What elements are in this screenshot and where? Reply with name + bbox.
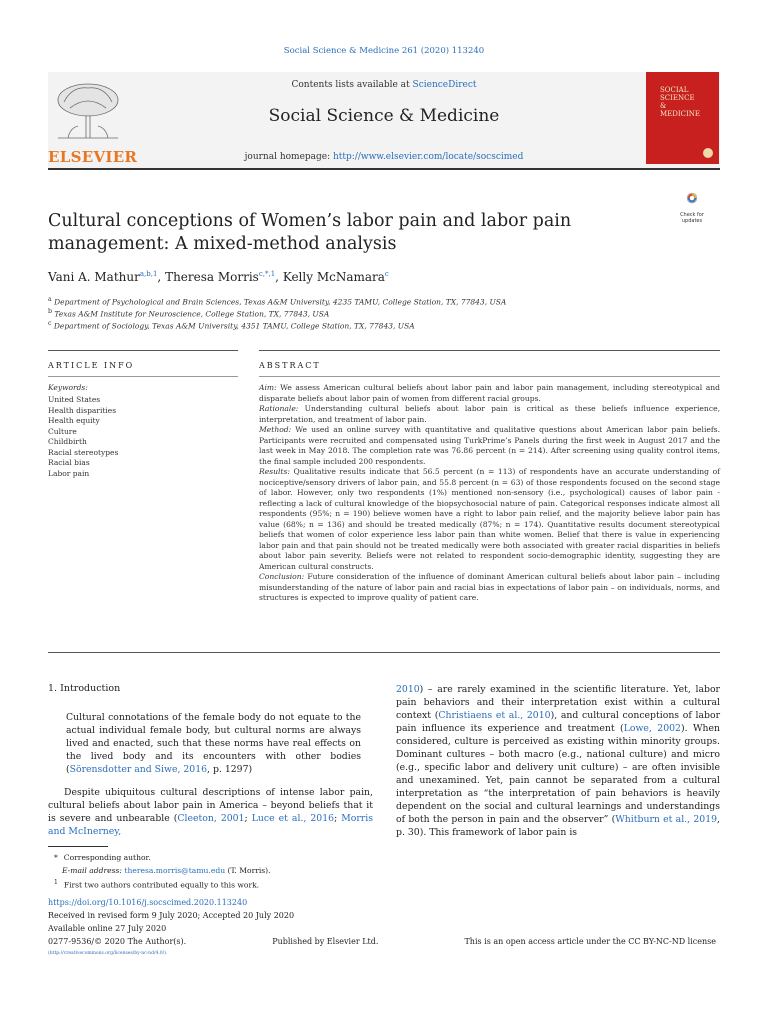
footnote-equal-contribution: $^1$ First two authors contributed equally to this work. bbox=[54, 879, 260, 890]
keyword: Childbirth bbox=[48, 437, 87, 446]
paragraph-text: ; bbox=[334, 813, 342, 824]
keyword: Racial bias bbox=[48, 458, 90, 467]
cover-emblem bbox=[703, 148, 713, 158]
email-label: E-mail address: bbox=[62, 866, 122, 875]
email-link[interactable]: theresa.morris@tamu.edu bbox=[124, 866, 226, 875]
abstract-text: Future consideration of the influence of dominant American cultural beliefs about labor pain – including misunderstanding of the nature of labor pain and racial bias in expectations of labor pain – on individuals, norms, and structures is expected to improve quality of patient care. bbox=[259, 572, 720, 602]
body-paragraph bbox=[396, 683, 720, 839]
abstract-label: Method: bbox=[259, 425, 292, 434]
received-dates: Received in revised form 9 July 2020; Accepted 20 July 2020 bbox=[48, 911, 295, 920]
divider bbox=[48, 652, 720, 653]
affiliation-text: Texas A&M Institute for Neuroscience, College Station, TX, 77843, USA bbox=[54, 309, 330, 319]
paragraph-text: ; bbox=[244, 813, 252, 824]
citation-link[interactable]: Christiaens et al., 2010 bbox=[438, 710, 551, 721]
article-info-heading: ARTICLE INFO bbox=[48, 361, 135, 370]
license-text: Published by Elsevier Ltd. bbox=[272, 937, 379, 946]
divider bbox=[259, 350, 720, 351]
author-list bbox=[48, 270, 389, 284]
abstract-text: We used an online survey with quantitative and qualitative questions about American labor pain beliefs. Participants were recruited and compensated using TurkPrime’s Panels during the first week in August 2017 and the last week in May 2018. The completion rate was 76.86 percent (n = 214). After screening using quality control items, the final sample included 200 respondents. bbox=[259, 425, 720, 466]
body-paragraph bbox=[48, 786, 373, 838]
homepage-label: journal homepage: bbox=[244, 152, 334, 162]
author-marks[interactable]: c bbox=[384, 270, 389, 278]
footnote-text: Corresponding author. bbox=[63, 853, 151, 862]
abstract-aim bbox=[259, 383, 720, 404]
author-name[interactable]: Theresa Morris bbox=[165, 270, 259, 284]
license-text: 0277-9536/© 2020 The Author(s). bbox=[48, 937, 187, 946]
doi-link[interactable]: https://doi.org/10.1016/j.socscimed.2020.113240 bbox=[48, 898, 248, 907]
paragraph-text: , p. 1297) bbox=[207, 764, 253, 775]
affiliation-mark: c bbox=[48, 320, 52, 327]
author-separator: , bbox=[275, 270, 283, 284]
affiliation-mark: a bbox=[48, 296, 52, 303]
affiliation bbox=[48, 296, 506, 307]
paragraph-text: ), and cultural conceptions of labor pain influence its experience and treatment ( bbox=[396, 710, 721, 734]
abstract-text: Qualitative results indicate that 56.5 percent (n = 113) of respondents have an accurate understanding of nociceptive/sensory drivers of labor pain, and 55.8 percent (n = 63) of those respondents focused on the second stage of labor. However, only two respondents (1%) mentioned non-sensory (i.e., psychological) causes of labor pain - reflecting a lack of cultural knowledge of the biopsychosocial nature of pain. Categorical responses indicate almost all respondents (95%; n = 190) believe women have a right to labor pain relief, and the majority believe labor pain has value (68%; n = 136) and should be treated medically (87%; n = 174). Quantitative results document stereotypical beliefs that women of color experience less labor pain than white women. Belief that there is value in experiencing labor pain and that pain should not be treated medically were both associated with greater racial disparities in beliefs about labor pain severity. Beliefs were not related to respondent socio-demographic identity, suggesting they are American cultural constructs. bbox=[259, 467, 720, 571]
footnote-text: First two authors contributed equally to this work. bbox=[63, 880, 260, 890]
citation-link[interactable]: Morris and McInerney, bbox=[48, 813, 373, 837]
keyword: Labor pain bbox=[48, 468, 90, 478]
paragraph-text: Cultural connotations of the female body do not equate to the actual individual female body, but cultural norms are always lived and enacted, such that these norms have real effects on the lived body and its encounters with other bodies ( bbox=[66, 712, 361, 775]
footnote-text: (T. Morris). bbox=[225, 866, 271, 875]
citation-link[interactable]: Whitburn et al., 2019 bbox=[615, 814, 718, 825]
citation-link[interactable]: Luce et al., 2016 bbox=[251, 813, 335, 824]
abstract-label: Conclusion: bbox=[259, 572, 305, 581]
cover-line: SCIENCE bbox=[660, 94, 695, 102]
epigraph-paragraph bbox=[48, 711, 373, 776]
divider bbox=[48, 376, 238, 377]
abstract-heading: ABSTRACT bbox=[259, 361, 321, 370]
keywords-list bbox=[48, 395, 118, 479]
sciencedirect-link[interactable]: ScienceDirect bbox=[412, 80, 477, 90]
footnote-divider bbox=[48, 846, 108, 847]
citation-link[interactable]: Cleeton, 2001 bbox=[177, 813, 245, 824]
paragraph-text: ) – are rarely examined in the scientific literature. Yet, labor pain behaviors and their interpretation exist within a cultural context ( bbox=[396, 684, 720, 721]
footnote-corresponding: * Corresponding author. bbox=[54, 853, 151, 862]
citation-link[interactable]: Sörensdotter and Siwe, 2016 bbox=[69, 764, 208, 775]
check-for-updates-icon[interactable] bbox=[674, 192, 710, 214]
section-heading-introduction: 1. Introduction bbox=[48, 683, 121, 694]
body-right-column bbox=[396, 683, 720, 839]
abstract-label: Aim: bbox=[259, 383, 277, 392]
author-marks[interactable]: a,b,1 bbox=[139, 270, 158, 278]
body-left-column bbox=[48, 711, 373, 838]
running-header[interactable]: Social Science & Medicine 261 (2020) 113240 bbox=[283, 46, 485, 56]
abstract-results bbox=[259, 467, 720, 572]
license-url-link[interactable]: (http://creativecommons.org/licenses/by-nc-nd/4.0/). bbox=[48, 951, 168, 956]
paragraph-text: , p. 30). This framework of labor pain is bbox=[396, 814, 720, 838]
abstract-text: Understanding cultural beliefs about labor pain is critical as these beliefs influence experience, interpretation, and treatment of labor pain. bbox=[259, 404, 720, 424]
cover-title bbox=[660, 86, 700, 118]
contents-prefix: Contents lists available at bbox=[291, 80, 413, 90]
author-separator: , bbox=[157, 270, 166, 284]
footnote-email bbox=[62, 866, 271, 875]
author-marks[interactable]: c,*,1 bbox=[258, 270, 276, 278]
abstract-rationale bbox=[259, 404, 720, 425]
publisher-logo-text: ELSEVIER bbox=[48, 148, 138, 166]
keyword: Health equity bbox=[48, 416, 100, 425]
available-online: Available online 27 July 2020 bbox=[48, 924, 167, 933]
journal-cover-image bbox=[646, 72, 719, 164]
keyword: Culture bbox=[48, 426, 77, 436]
affiliation-text: Department of Sociology, Texas A&M University, 4351 TAMU, College Station, TX, 77843, USA bbox=[53, 321, 415, 331]
cover-line: MEDICINE bbox=[660, 110, 701, 118]
license-line bbox=[48, 937, 716, 946]
homepage-link[interactable]: http://www.elsevier.com/locate/socscimed bbox=[333, 152, 524, 162]
article-title: Cultural conceptions of Women’s labor pain and labor pain management: A mixed-method analysis bbox=[48, 211, 572, 254]
abstract-body bbox=[259, 383, 720, 604]
divider bbox=[48, 350, 238, 351]
license-text: This is an open access article under the CC BY-NC-ND license bbox=[464, 937, 716, 946]
abstract-method bbox=[259, 425, 720, 467]
keywords-label: Keywords: bbox=[48, 383, 88, 392]
citation-link[interactable]: Lowe, 2002 bbox=[623, 723, 681, 734]
affiliation bbox=[48, 320, 415, 331]
keyword: United States bbox=[48, 395, 101, 404]
divider bbox=[259, 376, 720, 377]
affiliation bbox=[48, 308, 329, 319]
paragraph-text: Despite ubiquitous cultural descriptions of intense labor pain, cultural beliefs about labor pain in America – beyond beliefs that it is severe and unbearable ( bbox=[48, 787, 373, 824]
journal-title: Social Science & Medicine bbox=[268, 106, 500, 126]
affiliation-text: Department of Psychological and Brain Sciences, Texas A&M University, 4235 TAMU, College Station, TX, 77843, USA bbox=[54, 297, 507, 307]
check-for-updates-label[interactable]: Check for updates bbox=[680, 212, 704, 224]
paragraph-text: ). When considered, culture is perceived as existing within minority groups. Dominant cultures – both macro (e.g., national culture) and micro (e.g., specific labor and delivery unit culture) – are often invisible and unexamined. Yet, pain cannot be separated from a cultural interpretation as “the interpretation of pain behaviors is heavily dependent on the social and cultural learnings and understandings of both the person in pain and the observer” ( bbox=[396, 723, 720, 825]
author-name[interactable]: Vani A. Mathur bbox=[48, 270, 140, 284]
abstract-text: We assess American cultural beliefs about labor pain and labor pain management, including stereotypical and disparate beliefs about labor pain of women from different racial groups. bbox=[259, 383, 720, 403]
abstract-label: Results: bbox=[259, 467, 290, 476]
author-name[interactable]: Kelly McNamara bbox=[282, 270, 385, 284]
cover-line: SOCIAL bbox=[660, 86, 689, 94]
affiliation-mark: b bbox=[48, 308, 53, 315]
citation-link[interactable]: 2010 bbox=[396, 684, 420, 695]
abstract-conclusion bbox=[259, 572, 720, 604]
abstract-label: Rationale: bbox=[259, 404, 299, 413]
keyword: Racial stereotypes bbox=[48, 447, 119, 457]
keyword: Health disparities bbox=[48, 405, 117, 415]
cover-line: & bbox=[660, 102, 667, 110]
